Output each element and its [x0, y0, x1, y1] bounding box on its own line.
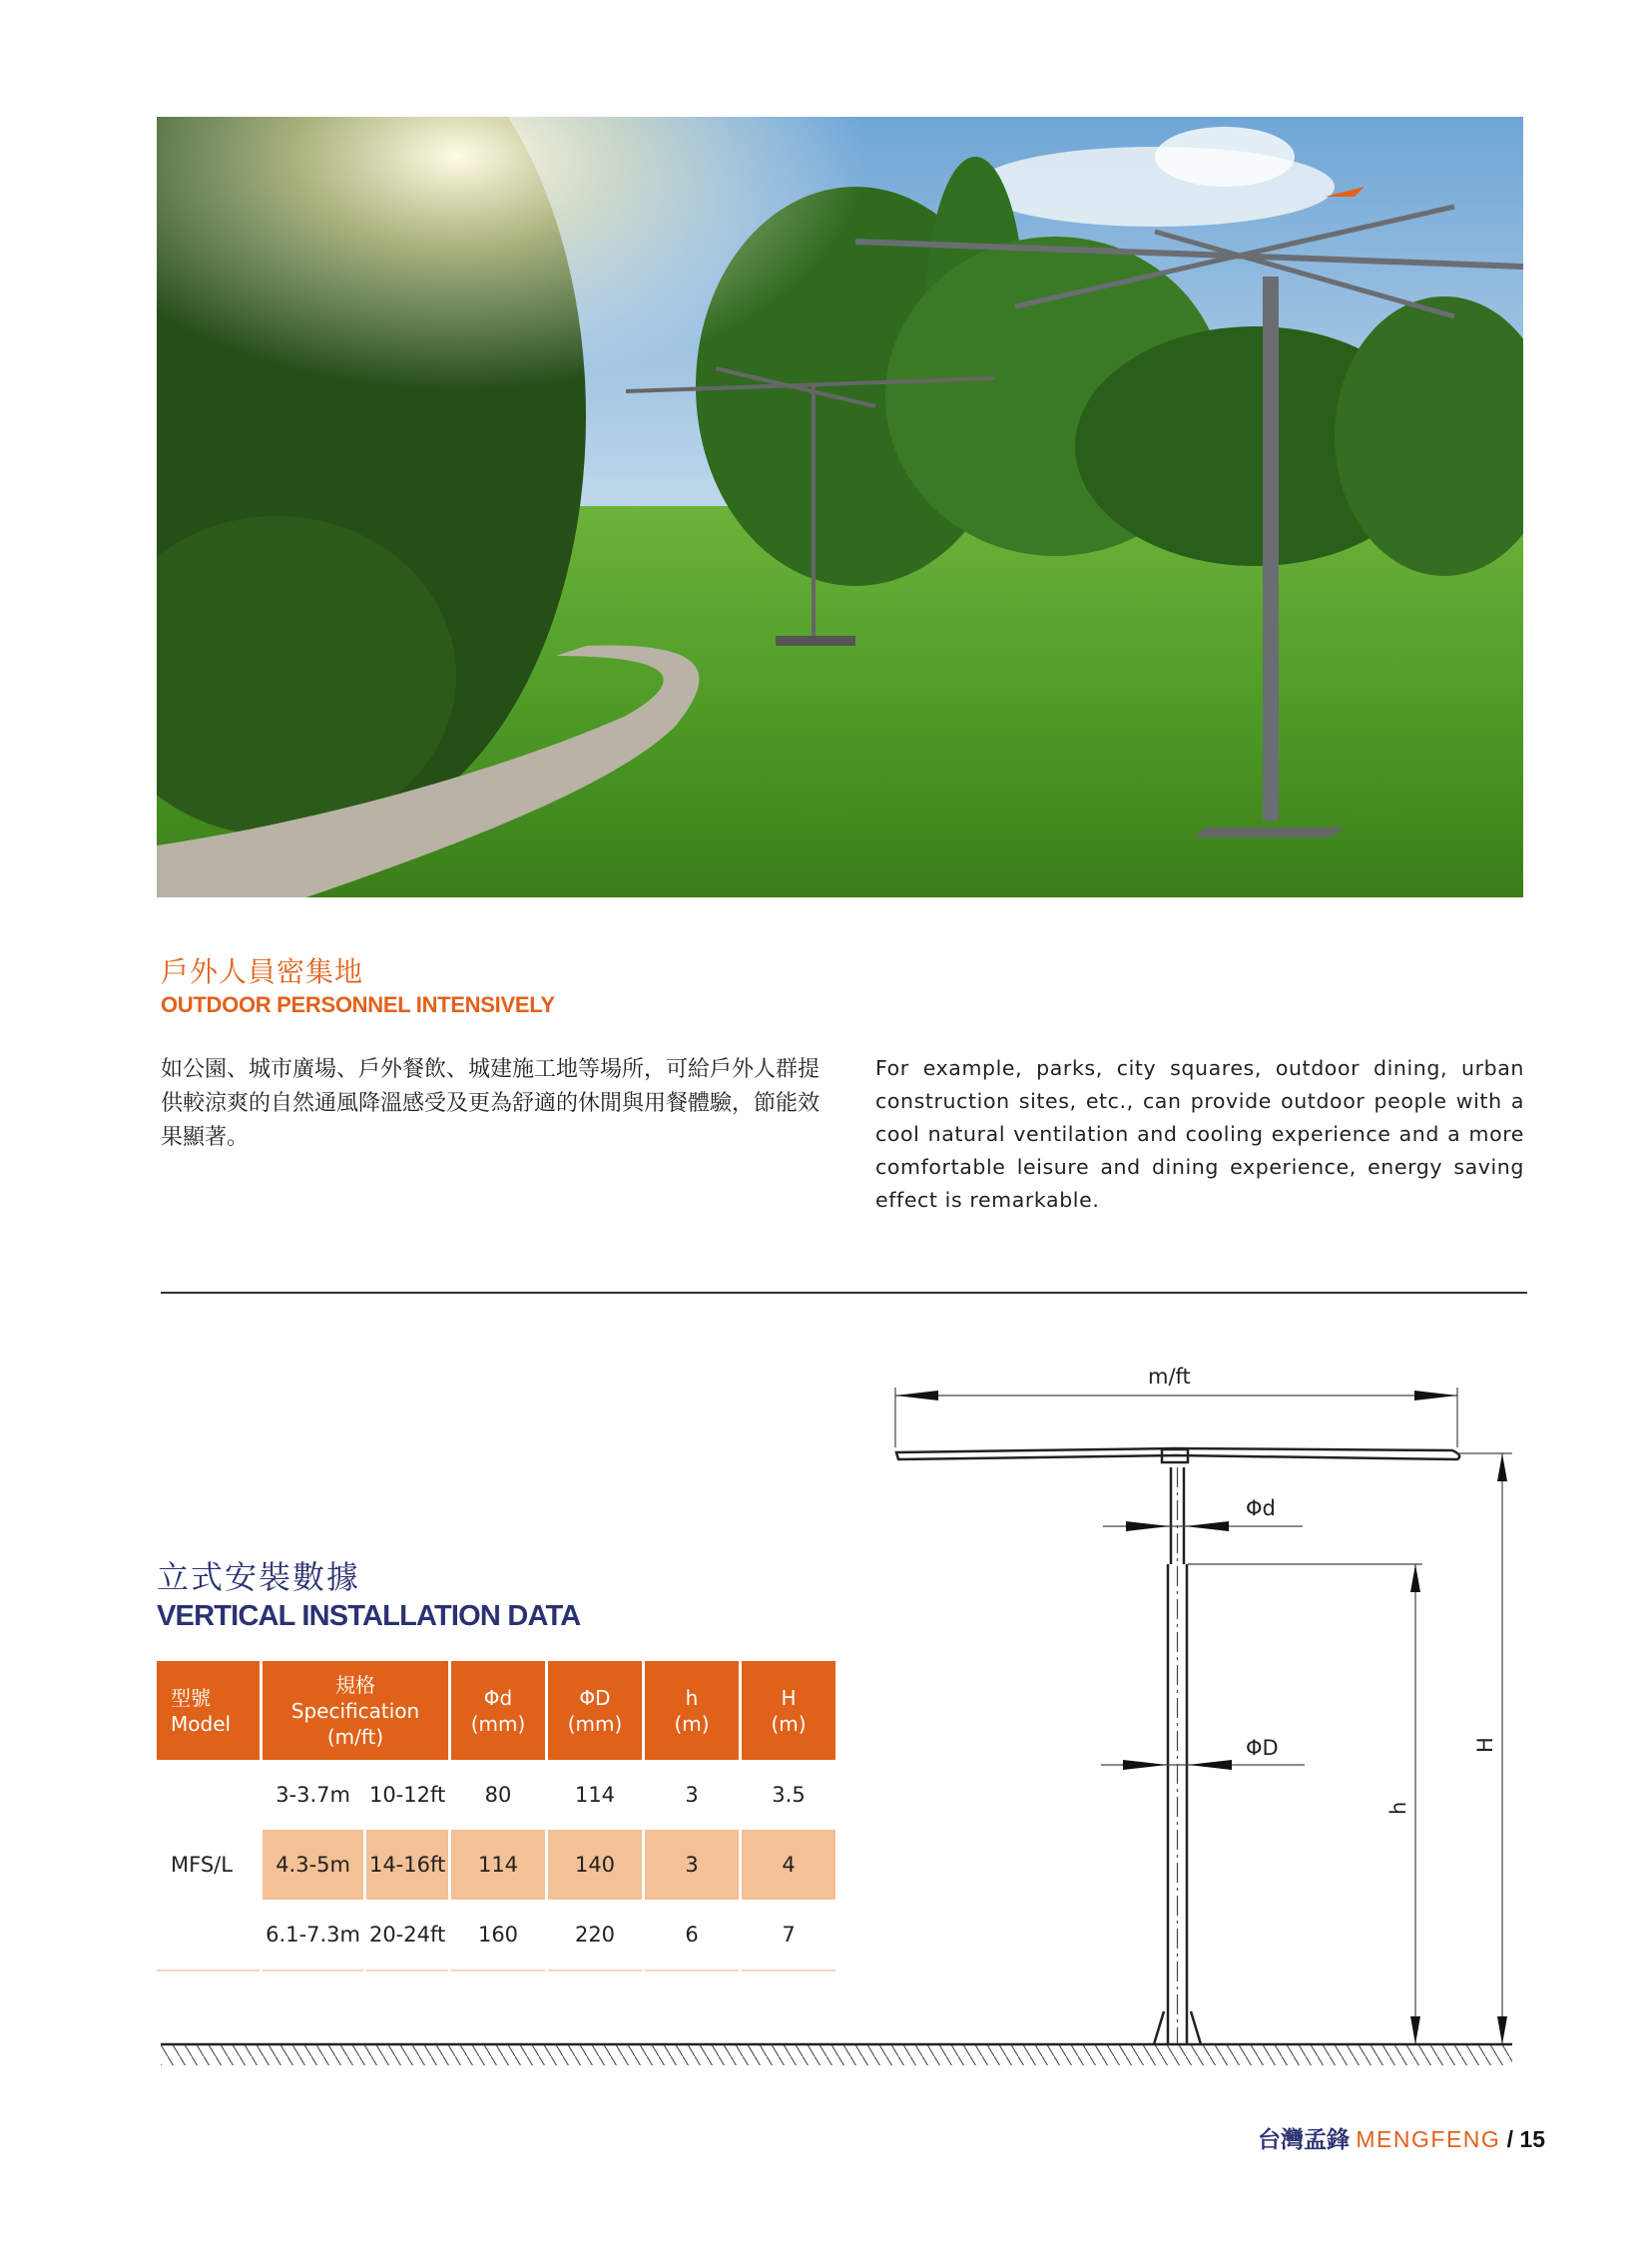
installation-data-table [154, 1661, 838, 1971]
cell-spec-ft: 20-24ft [366, 1900, 448, 1971]
cell-spec-ft: 10-12ft [368, 1783, 446, 1807]
h-label: h [1386, 1801, 1410, 1815]
install-title-en: VERTICAL INSTALLATION DATA [157, 1600, 581, 1632]
cell-H: 7 [742, 1900, 835, 1971]
cell-spec-m: 3-3.7m [275, 1783, 350, 1807]
separator: / [1506, 2126, 1514, 2152]
divider [161, 1292, 1527, 1294]
cell-h: 6 [645, 1900, 739, 1971]
section-title-en: OUTDOOR PERSONNEL INTENSIVELY [161, 992, 555, 1017]
span-label: m/ft [1148, 1365, 1191, 1389]
brand-en: MENGFENG [1356, 2126, 1501, 2152]
table-row [157, 1760, 835, 1830]
cell-h: 3 [685, 1783, 699, 1807]
cell-h: 3 [645, 1830, 739, 1900]
header-h: h (m) [645, 1661, 739, 1760]
section-body-en: For example, parks, city squares, outdoor dining, urban construction sites, etc., can provide outdoor people with a cool natural ventilation and cooling experience and a more comfortable leisure and dining experience, energy saving effect is remarkable. [875, 1056, 1524, 1212]
H-label: H [1473, 1737, 1497, 1753]
page-number: 15 [1519, 2126, 1546, 2152]
D-label: ΦD [1246, 1736, 1279, 1760]
section-body-zh: 如公園、城市廣場、戶外餐飲、城建施工地等場所，可給戶外人群提供較涼爽的自然通風降溫感受及更為舒適的休閒與用餐體驗，節能效果顯著。 [161, 1056, 821, 1149]
brand-zh: 台灣孟鋒 [1258, 2126, 1350, 2152]
install-title-zh: 立式安裝數據 [157, 1559, 361, 1595]
cell-spec-m: 4.3-5m [263, 1830, 363, 1900]
cell-D: 114 [574, 1783, 616, 1807]
cell-d: 80 [484, 1783, 512, 1807]
cell-H: 3.5 [772, 1783, 806, 1807]
cell-d: 114 [451, 1830, 545, 1900]
model-cell: MFS/L [157, 1760, 260, 1971]
table-header-row [157, 1661, 835, 1760]
cell-spec-m: 6.1-7.3m [263, 1900, 363, 1971]
section-title-zh: 戶外人員密集地 [161, 956, 364, 987]
cell-D: 220 [548, 1900, 642, 1971]
cell-H: 4 [742, 1830, 835, 1900]
header-D: ΦD (mm) [548, 1661, 642, 1760]
footer-brand [1258, 2121, 1545, 2154]
header-H: H (m) [742, 1661, 835, 1760]
cell-d: 160 [451, 1900, 545, 1971]
header-model: 型號 Model [157, 1661, 260, 1760]
cell-spec-ft: 14-16ft [366, 1830, 448, 1900]
cell-D: 140 [548, 1830, 642, 1900]
header-spec: 規格 Specification (m/ft) [263, 1661, 448, 1760]
header-d: Φd (mm) [451, 1661, 545, 1760]
d-label: Φd [1246, 1496, 1276, 1520]
hero-photo-park-fans [157, 117, 1523, 897]
